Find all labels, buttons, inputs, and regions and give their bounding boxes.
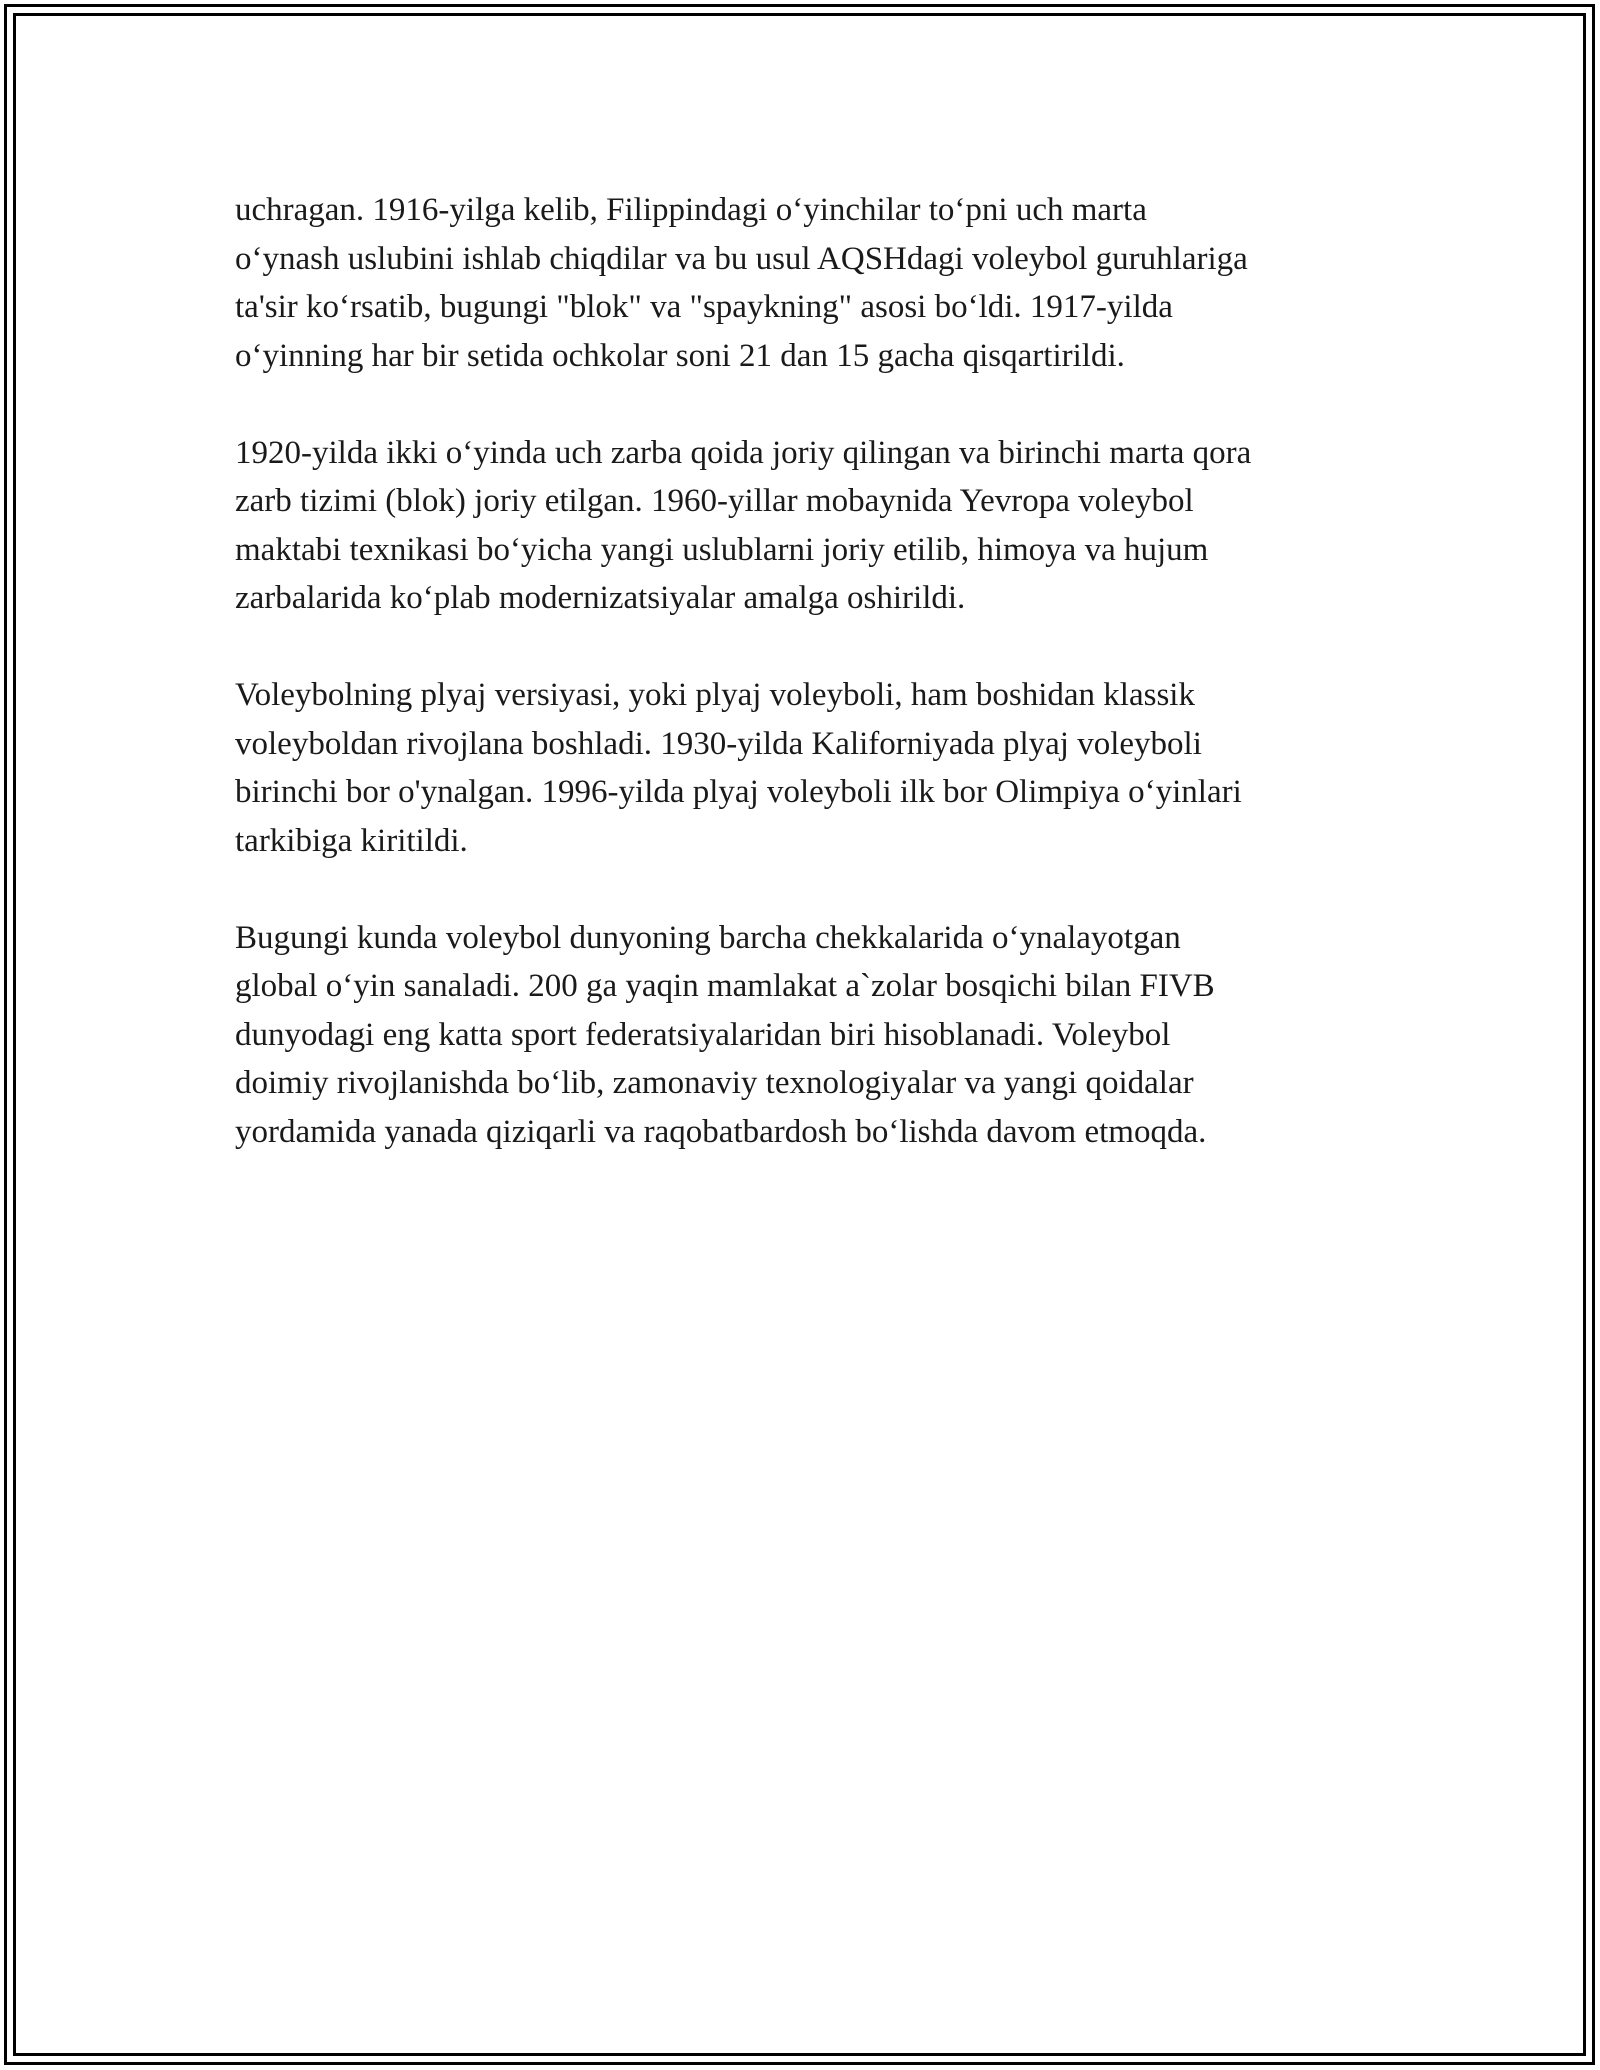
paragraph-4: Bugungi kunda voleybol dunyoning barcha chekkalarida o‘ynalayotgan global o‘yin sanaladi. 200 ga yaqin mamlakat a`zolar bosqichi bilan FIVB dunyodagi eng katta sport federatsiyalaridan biri hisoblanadi. Voleybol doimiy rivojlanishda bo‘lib, zamonaviy texnologiyalar va yangi qoidalar yordamida yanada qiziqarli va raqobatbardosh bo‘lishda davom etmoqda. bbox=[235, 919, 1215, 1150]
document-body bbox=[235, 186, 1385, 1205]
paragraph-1: uchragan. 1916-yilga kelib, Filippindagi o‘yinchilar to‘pni uch marta o‘ynash uslubini ishlab chiqdilar va bu usul AQSHdagi voleybol guruhlariga ta'sir ko‘rsatib, bugungi "blok" va "spaykning" asosi bo‘ldi. 1917-yilda o‘yinning har bir setida ochkolar soni 21 dan 15 gacha qisqartirildi. bbox=[235, 192, 1248, 374]
paragraph-2: 1920-yilda ikki o‘yinda uch zarba qoida joriy qilingan va birinchi marta qora zarb tizimi (blok) joriy etilgan. 1960-yillar mobaynida Yevropa voleybol maktabi texnikasi bo‘yicha yangi uslublarni joriy etilib, himoya va hujum zarbalarida ko‘plab modernizatsiyalar amalga oshirildi. bbox=[235, 434, 1252, 616]
paragraph-3: Voleybolning plyaj versiyasi, yoki plyaj voleyboli, ham boshidan klassik voleyboldan rivojlana boshladi. 1930-yilda Kaliforniyada plyaj voleyboli birinchi bor o'ynalgan. 1996-yilda plyaj voleyboli ilk bor Olimpiya o‘yinlari tarkibiga kiritildi. bbox=[235, 677, 1242, 859]
